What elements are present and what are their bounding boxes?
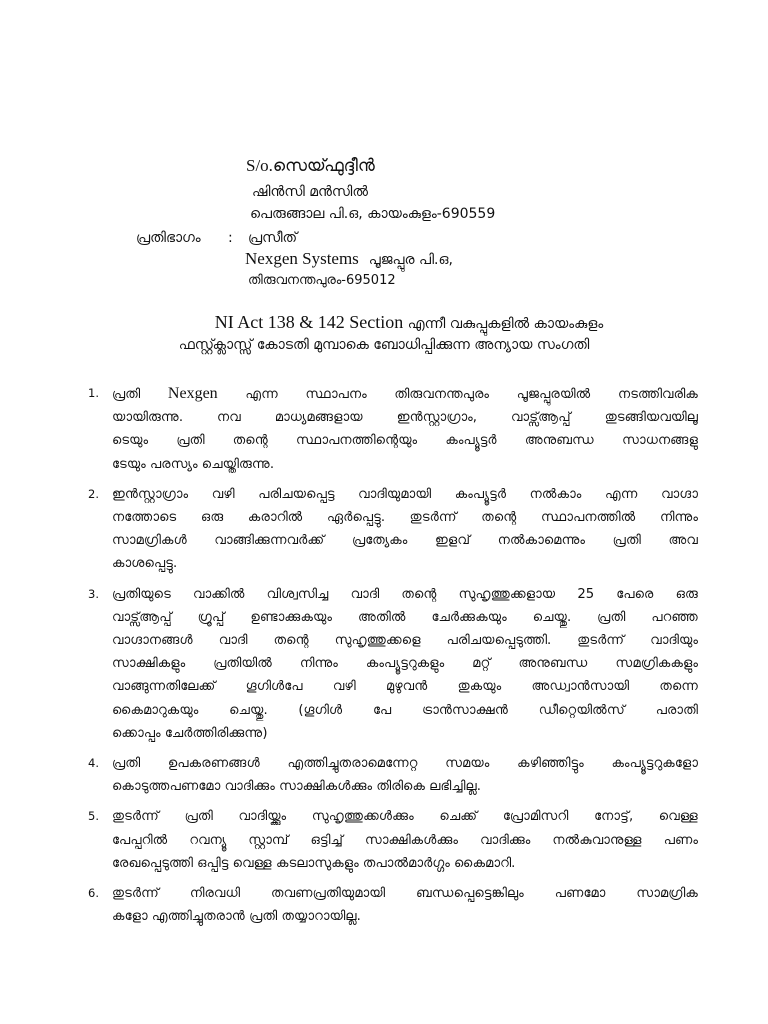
point-number: 3.	[88, 586, 99, 601]
point-text-line: തുടർന്ന് പ്രതി വാദിയ്ക്കും സുഹൃത്തുക്കൾക്കും ചെക്ക് പ്രോമിസറി നോട്ട്, വെള്ള	[112, 809, 698, 825]
complaint-point	[88, 752, 698, 798]
respondent-company: Nexgen Systems	[245, 249, 359, 268]
respondent-separator: :	[228, 230, 233, 246]
point-number: 5.	[88, 809, 99, 824]
complaint-point	[88, 882, 698, 928]
point-text-line: പ്രതിയുടെ വാക്കിൽ വിശ്വസിച്ച വാദി തന്റെ സുഹൃത്തുക്കളായ 25 പേരെ ഒരു	[112, 586, 698, 602]
complainant-name	[246, 156, 375, 177]
complainant-name-text: S/o.സെയ്ഫുദ്ദീൻ	[246, 156, 375, 175]
complaint-point	[88, 483, 698, 576]
point-text-line: യായിരുന്നു. നവ മാധ്യമങ്ങളായ ഇൻസ്റ്റാഗ്രാം, വാട്സ്ആപ്പ് തുടങ്ങിയവയിലൂ	[112, 410, 698, 426]
respondent-city: തിരുവനന്തപുരം-695012	[248, 273, 396, 288]
point-text-line: കൊടുത്തപണമോ വാദിക്കും സാക്ഷികൾക്കും തിരികെ ലഭിച്ചില്ല.	[112, 779, 481, 795]
point-number: 6.	[88, 886, 99, 901]
point-text-line: സാക്ഷികളും പ്രതിയിൽ നിന്നും കംപ്യൂട്ടറുകളും മറ്റ് അനുബന്ധ സമഗ്രികകളും	[112, 656, 698, 672]
point-text-line: വാഗ്ദാനങ്ങൾ വാദി തന്റെ സുഹൃത്തുക്കളെ പരിചയപ്പെടുത്തി. തുടർന്ന് വാദിയും	[112, 633, 698, 649]
point-text-line: ക്കൊപ്പം ചേർത്തിരിക്കുന്നു)	[112, 725, 268, 741]
point-text-line: വാട്സ്ആപ്പ് ഗ്രൂപ്പ് ഉണ്ടാക്കുകയും അതിൽ ചേർക്കുകയും ചെയ്തു. പ്രതി പറഞ്ഞ	[112, 609, 698, 625]
document-title-line2: ഫസ്റ്റ്ക്ലാസ്സ് കോടതി മുമ്പാകെ ബോധിപ്പിക്കുന്ന അന്യായ സംഗതി	[178, 337, 590, 353]
respondent-row	[136, 228, 297, 248]
point-text-line: ടെയും പ്രതി തന്റെ സ്ഥാപനത്തിന്റെയും കംപ്യൂട്ടർ അനുബന്ധ സാധനങ്ങളു	[112, 433, 698, 449]
respondent-place: പൂജപ്പുര പി.ഒ,	[368, 252, 453, 268]
point-text-line: പേപ്പറിൽ റവന്യൂ സ്റ്റാമ്പ് ഒട്ടിച്ച് സാക്ഷികൾക്കും വാദിക്കും നൽകുവാനുള്ള പണം	[112, 832, 698, 848]
point-number: 2.	[88, 486, 99, 501]
point-text-line: വാങ്ങുന്നതിലേക്ക് ഗൂഗിൾപേ വഴി മുഴുവൻ തുകയും അഡ്വാൻസായി തന്നെ	[112, 679, 698, 695]
act-reference: NI Act 138 & 142 Section	[214, 312, 404, 332]
complainant-post: പെരുങ്ങാല പി.ഒ, കായംകുളം-690559	[250, 206, 496, 222]
point-text-line: സാമഗ്രികൾ വാങ്ങിക്കുന്നവർക്ക് പ്രത്യേകം ഇളവ് നൽകാമെന്നും പ്രതി അവ	[112, 533, 698, 549]
complaint-point	[88, 583, 698, 745]
respondent-name: പ്രസീത്	[248, 230, 298, 246]
document-title-line1	[0, 312, 768, 333]
complaint-point	[88, 805, 698, 875]
point-text-line: രേഖപ്പെടുത്തി ഒപ്പിട്ട വെള്ള കടലാസുകളും തപാൽമാർഗ്ഗം കൈമാറി.	[112, 855, 516, 871]
complainant-house: ഷിൻസി മൻസിൽ	[252, 184, 368, 200]
point-text-line: പ്രതി ഉപകരണങ്ങൾ എത്തിച്ചുതരാമെന്നേറ്റ സമയം കഴിഞ്ഞിട്ടും കംപ്യൂട്ടറുകളോ	[112, 756, 698, 772]
point-number: 4.	[88, 756, 99, 771]
point-text-line: ടേയും പരസ്യം ചെയ്തിരുന്നു.	[112, 456, 275, 472]
title-line1-rest: എന്നീ വകുപ്പുകളിൽ കായംകുളം	[407, 316, 604, 332]
complaint-points-list	[88, 382, 698, 935]
point-number: 1.	[88, 386, 99, 400]
point-text-line: കളോ എത്തിച്ചുതരാൻ പ്രതി തയ്യാറായില്ല.	[112, 909, 361, 925]
point-text-line: തുടർന്ന് നിരവധി തവണപ്രതിയുമായി ബന്ധപ്പെട്ടെങ്കിലും പണമോ സാമഗ്രിക	[112, 886, 698, 902]
point-text-line: ഇൻസ്റ്റാഗ്രാം വഴി പരിചയപ്പെട്ട വാദിയുമായി കംപ്യൂട്ടർ നൽകാം എന്ന വാഗ്ദാ	[112, 486, 698, 502]
point-text-line: കാശപ്പെട്ടു.	[112, 556, 178, 572]
point-text-line: പ്രതി Nexgen എന്ന സ്ഥാപനം തിരുവനന്തപുരം പൂജപ്പുരയിൽ നടത്തിവരിക	[112, 385, 698, 402]
respondent-company-row	[245, 249, 453, 270]
point-text-line: നത്തോടെ ഒരു കരാറിൽ ഏർപ്പെട്ടു. തുടർന്ന് തന്റെ സ്ഥാപനത്തിൽ നിന്നും	[112, 510, 698, 526]
respondent-label: പ്രതിഭാഗം	[136, 230, 201, 246]
point-text-line: കൈമാറുകയും ചെയ്തു. (ഗൂഗിൾ പേ ട്രാൻസാക്ഷൻ ഡീറ്റെയിൽസ് പരാതി	[112, 702, 698, 718]
complaint-point	[88, 382, 698, 476]
